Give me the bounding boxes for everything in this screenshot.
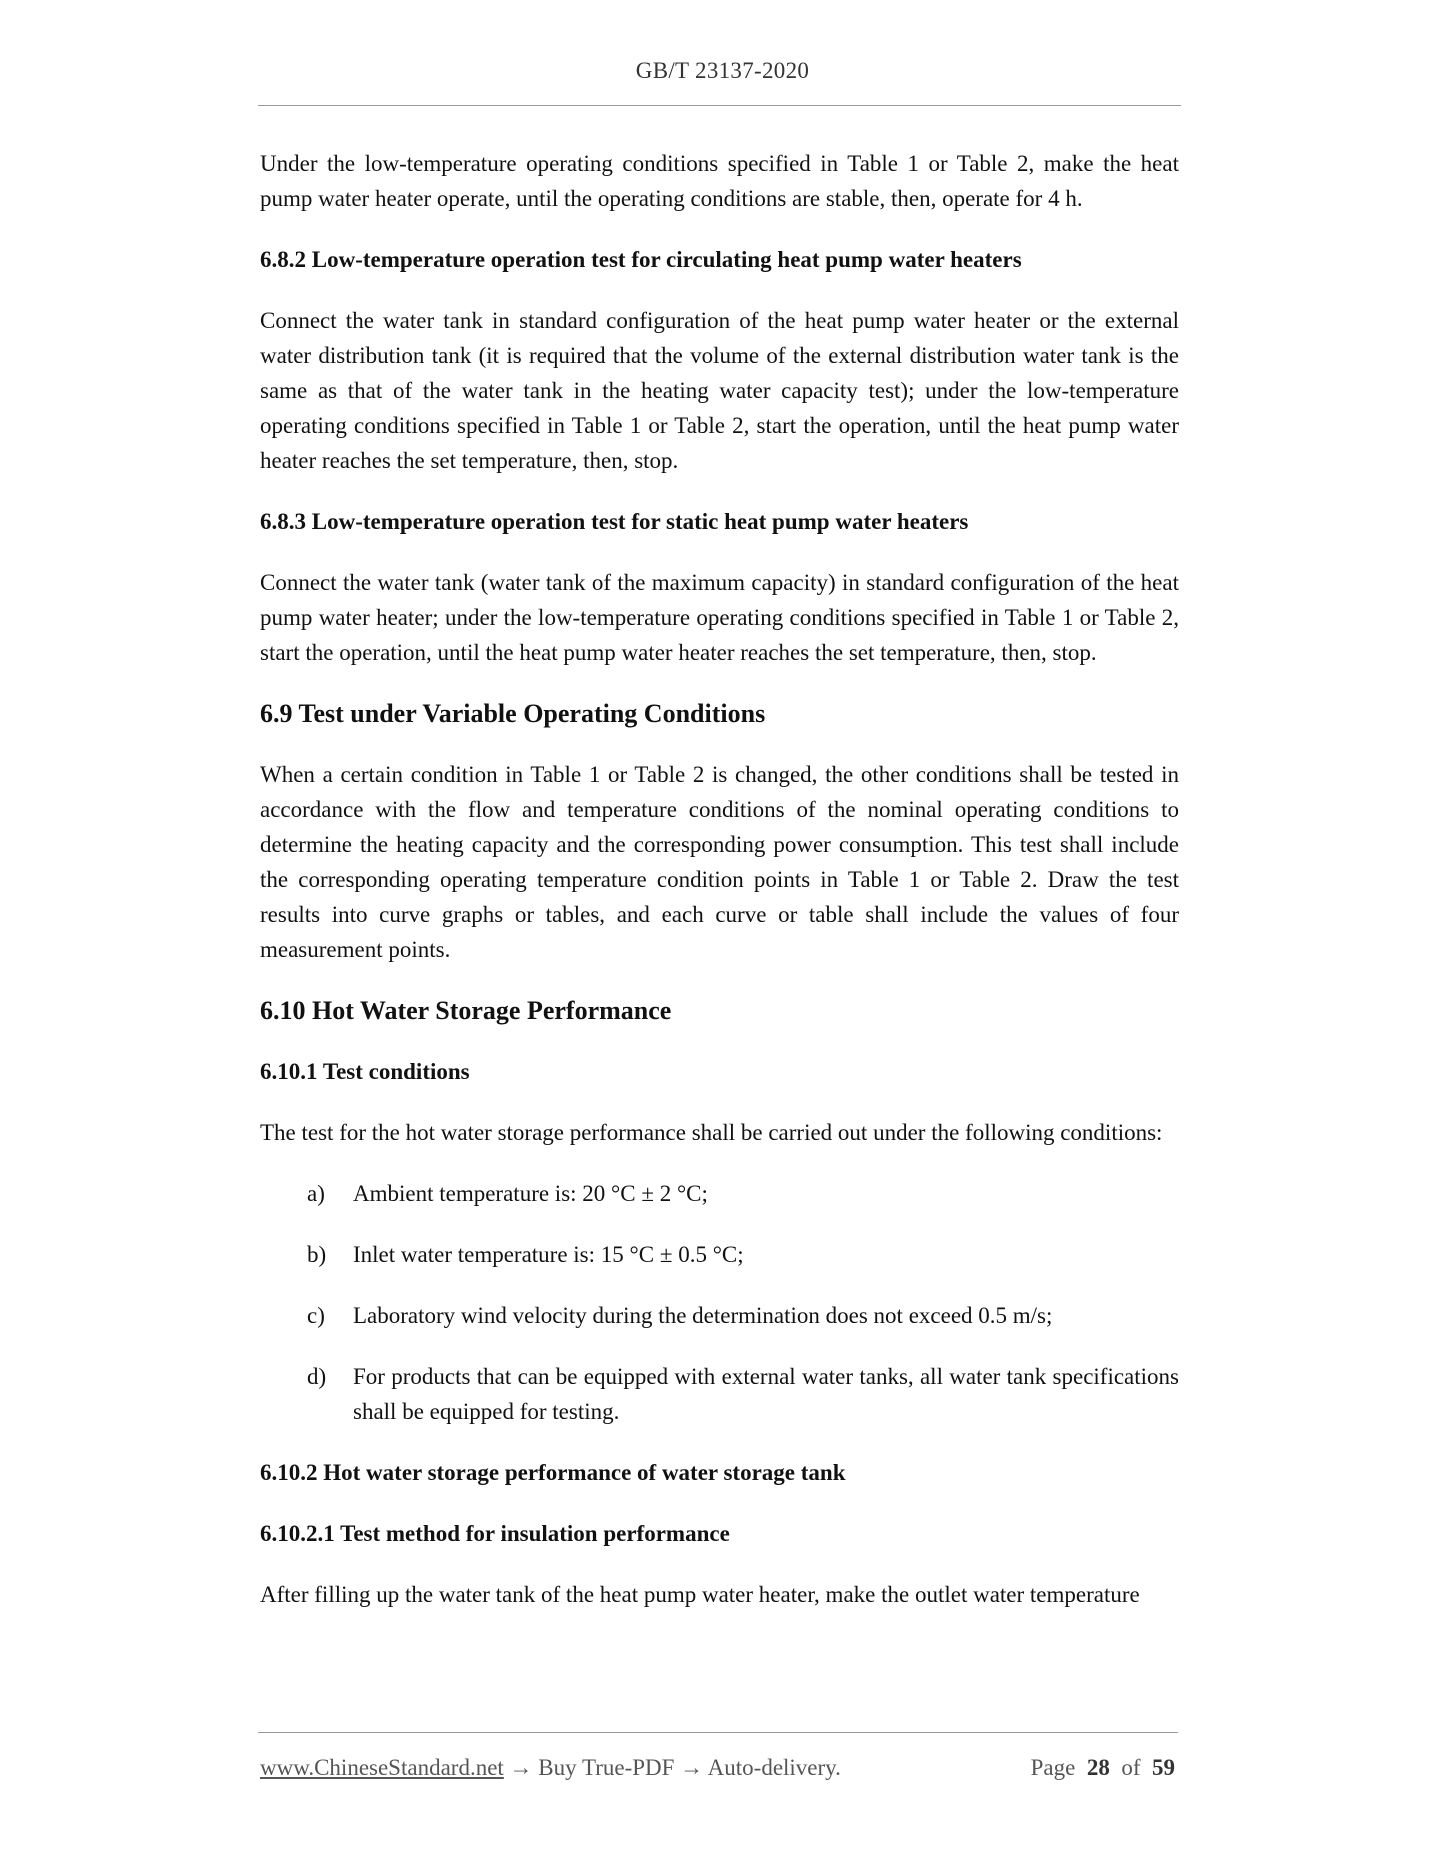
page-number — [1031, 1755, 1175, 1781]
page-current: 28 — [1086, 1755, 1110, 1780]
heading-6-10-1: 6.10.1 Test conditions — [260, 1059, 470, 1084]
paragraph-6-8-2: Connect the water tank in standard configuration of the heat pump water heater or the external water distribution tank (it is required that the volume of the external distribution water tank is the same as that of the water tank in the heating water capacity test); under the low-temperature operating conditions specified in Table 1 or Table 2, start the operation, until the heat pump water heater reaches the set temperature, then, stop. — [260, 308, 1179, 473]
page-total: 59 — [1152, 1755, 1175, 1780]
paragraph-6-10-2-1: After filling up the water tank of the heat pump water heater, make the outlet water temperature — [260, 1582, 1140, 1607]
list-item-text: Ambient temperature is: 20 °C ± 2 °C; — [353, 1181, 708, 1206]
list-item-marker: c) — [307, 1303, 325, 1328]
heading-6-9: 6.9 Test under Variable Operating Conditions — [260, 699, 766, 728]
list-item-text: Inlet water temperature is: 15 °C ± 0.5 °C; — [353, 1242, 744, 1267]
heading-6-10-2: 6.10.2 Hot water storage performance of water storage tank — [260, 1460, 846, 1485]
list-item — [260, 1176, 1179, 1211]
list-item-marker: b) — [307, 1242, 327, 1267]
list-item — [260, 1298, 1179, 1333]
website-link[interactable]: www.ChineseStandard.net — [260, 1755, 504, 1780]
heading-6-8-3: 6.8.3 Low-temperature operation test for static heat pump water heaters — [260, 509, 969, 534]
document-body — [260, 146, 1179, 1638]
intro-paragraph: Under the low-temperature operating conditions specified in Table 1 or Table 2, make the heat pump water heater operate, until the operating conditions are stable, then, operate for 4 h. — [260, 151, 1179, 211]
of-label: of — [1121, 1755, 1141, 1780]
footer-promo-text: → Buy True-PDF → Auto-delivery. — [503, 1755, 841, 1780]
page-header-standard-id: GB/T 23137-2020 — [635, 58, 810, 83]
paragraph-6-10-1: The test for the hot water storage performance shall be carried out under the following conditions: — [260, 1120, 1163, 1145]
list-item-marker: d) — [307, 1364, 327, 1389]
heading-6-10: 6.10 Hot Water Storage Performance — [260, 996, 672, 1025]
test-conditions-list — [260, 1176, 1179, 1429]
list-item-text: Laboratory wind velocity during the determination does not exceed 0.5 m/s; — [353, 1303, 1053, 1328]
heading-6-8-2: 6.8.2 Low-temperature operation test for circulating heat pump water heaters — [260, 247, 1022, 272]
list-item — [260, 1237, 1179, 1272]
list-item — [260, 1359, 1179, 1429]
footer-promo — [260, 1755, 841, 1781]
paragraph-6-8-3: Connect the water tank (water tank of the maximum capacity) in standard configuration of the heat pump water heater; under the low-temperature operating conditions specified in Table 1 or Table 2, start the operation, until the heat pump water heater reaches the set temperature, then, stop. — [260, 570, 1179, 665]
page-label: Page — [1030, 1755, 1076, 1780]
list-item-marker: a) — [307, 1181, 325, 1206]
heading-6-10-2-1: 6.10.2.1 Test method for insulation performance — [260, 1521, 730, 1546]
paragraph-6-9: When a certain condition in Table 1 or Table 2 is changed, the other conditions shall be tested in accordance with the flow and temperature conditions of the nominal operating conditions to determine the heating capacity and the corresponding power consumption. This test shall include the corresponding operating temperature condition points in Table 1 or Table 2. Draw the test results into curve graphs or tables, and each curve or table shall include the values of four measurement points. — [260, 762, 1179, 962]
list-item-text: For products that can be equipped with external water tanks, all water tank specifications shall be equipped for testing. — [353, 1364, 1179, 1424]
footer-divider — [258, 1732, 1178, 1733]
header-divider — [258, 105, 1181, 106]
